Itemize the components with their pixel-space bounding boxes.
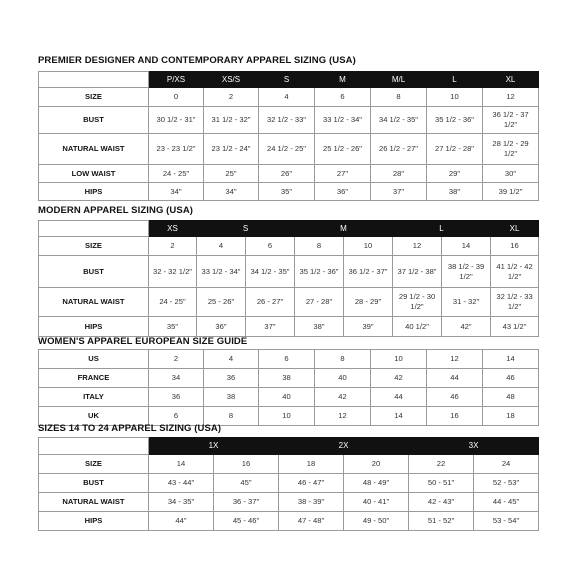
table-cell: 4 bbox=[197, 237, 246, 256]
header-cell: 1X bbox=[149, 438, 279, 455]
table-row bbox=[39, 107, 539, 134]
table-cell: 39 1/2" bbox=[483, 183, 539, 201]
header-cell: L bbox=[427, 72, 483, 88]
table-cell: 16 bbox=[491, 237, 539, 256]
row-label: BUST bbox=[39, 256, 149, 288]
table-cell: 40 bbox=[315, 369, 371, 388]
table-row bbox=[39, 165, 539, 183]
table-cell: 38" bbox=[427, 183, 483, 201]
table-cell: 47 - 48" bbox=[279, 512, 344, 531]
header-blank-cell bbox=[39, 221, 149, 237]
header-blank-cell bbox=[39, 72, 149, 88]
table-row bbox=[39, 237, 539, 256]
table-cell: 2 bbox=[149, 237, 197, 256]
table-cell: 14 bbox=[371, 407, 427, 426]
table-cell: 8 bbox=[371, 88, 427, 107]
row-label: FRANCE bbox=[39, 369, 149, 388]
table-cell: 30 1/2 - 31" bbox=[149, 107, 204, 134]
header-cell: 3X bbox=[409, 438, 539, 455]
header-cell: XS/S bbox=[204, 72, 259, 88]
table-cell bbox=[491, 256, 539, 288]
table-cell: 14 bbox=[442, 237, 491, 256]
table-cell: 36" bbox=[197, 317, 246, 337]
table-cell: 27" bbox=[315, 165, 371, 183]
table-cell: 36 1/2 - 37" bbox=[344, 256, 393, 288]
table-cell: 45 - 46" bbox=[214, 512, 279, 531]
table-cell: 34" bbox=[204, 183, 259, 201]
header-cell: XL bbox=[483, 72, 539, 88]
table-cell: 39" bbox=[344, 317, 393, 337]
table-cell: 25 - 26" bbox=[197, 288, 246, 317]
header-cell: XL bbox=[491, 221, 539, 237]
table-cell: 35" bbox=[149, 317, 197, 337]
table-cell: 44 bbox=[427, 369, 483, 388]
table-cell: 24 - 25" bbox=[149, 165, 204, 183]
table-cell: 34 - 35" bbox=[149, 493, 214, 512]
table-cell: 40 - 41" bbox=[344, 493, 409, 512]
table-cell: 25 1/2 - 26" bbox=[315, 134, 371, 165]
table-cell: 10 bbox=[427, 88, 483, 107]
table-cell: 12 bbox=[315, 407, 371, 426]
table-row bbox=[39, 134, 539, 165]
table-cell: 38" bbox=[295, 317, 344, 337]
table-row bbox=[39, 474, 539, 493]
table-cell: 42 bbox=[371, 369, 427, 388]
table-cell: 23 - 23 1/2" bbox=[149, 134, 204, 165]
table-cell bbox=[393, 288, 442, 317]
table-cell: 42 - 43" bbox=[409, 493, 474, 512]
table-cell: 40 bbox=[259, 388, 315, 407]
header-blank-cell bbox=[39, 438, 149, 455]
table-cell: 0 bbox=[149, 88, 204, 107]
table-cell: 29" bbox=[427, 165, 483, 183]
table-cell: 45" bbox=[214, 474, 279, 493]
table-cell: 16 bbox=[427, 407, 483, 426]
plus-sizing-table bbox=[38, 437, 539, 531]
table-cell: 16 bbox=[214, 455, 279, 474]
european-size-table bbox=[38, 349, 539, 426]
wrapped-value: 37 1/2 - 38" bbox=[397, 266, 437, 276]
table-cell: 20 bbox=[344, 455, 409, 474]
table-cell: 35 1/2 - 36" bbox=[427, 107, 483, 134]
row-label: HIPS bbox=[39, 512, 149, 531]
table-cell bbox=[149, 256, 197, 288]
table-cell: 52 - 53" bbox=[474, 474, 539, 493]
table-cell: 38 bbox=[204, 388, 259, 407]
header-cell: M bbox=[295, 221, 393, 237]
section-title-plus-sizes: SIZES 14 TO 24 APPAREL SIZING (USA) bbox=[38, 423, 222, 434]
table-cell: 24 bbox=[474, 455, 539, 474]
table-row bbox=[39, 183, 539, 201]
table-cell: 6 bbox=[259, 350, 315, 369]
table-cell: 28 - 29" bbox=[344, 288, 393, 317]
table-cell bbox=[442, 256, 491, 288]
wrapped-value: 28 1/2 - 29 1/2" bbox=[492, 139, 529, 158]
table-cell: 35 1/2 - 36" bbox=[295, 256, 344, 288]
row-label: HIPS bbox=[39, 317, 149, 337]
table-cell: 43 1/2" bbox=[491, 317, 539, 337]
row-label: SIZE bbox=[39, 455, 149, 474]
modern-sizing-table bbox=[38, 220, 539, 337]
table-cell: 46 bbox=[427, 388, 483, 407]
table-cell: 42" bbox=[442, 317, 491, 337]
header-cell: S bbox=[197, 221, 295, 237]
table-cell: 38 bbox=[259, 369, 315, 388]
table-cell: 2 bbox=[204, 88, 259, 107]
table-cell: 34 1/2 - 35" bbox=[371, 107, 427, 134]
table-cell: 26 1/2 - 27" bbox=[371, 134, 427, 165]
table-row bbox=[39, 288, 539, 317]
table-row bbox=[39, 350, 539, 369]
row-label: BUST bbox=[39, 474, 149, 493]
table-cell: 23 1/2 - 24" bbox=[204, 134, 259, 165]
table-cell: 53 - 54" bbox=[474, 512, 539, 531]
table-cell: 8 bbox=[204, 407, 259, 426]
section-title-modern: MODERN APPAREL SIZING (USA) bbox=[38, 205, 194, 216]
table-cell bbox=[483, 107, 539, 134]
table-cell: 24 - 25" bbox=[149, 288, 197, 317]
table-cell: 26 - 27" bbox=[246, 288, 295, 317]
row-label: HIPS bbox=[39, 183, 149, 201]
header-cell: M bbox=[315, 72, 371, 88]
table-cell: 2 bbox=[149, 350, 204, 369]
table-cell: 43 - 44" bbox=[149, 474, 214, 493]
wrapped-value: 29 1/2 - 30 1/2" bbox=[398, 292, 436, 311]
table-row bbox=[39, 512, 539, 531]
table-cell: 4 bbox=[259, 88, 315, 107]
row-label: NATURAL WAIST bbox=[39, 288, 149, 317]
table-cell: 10 bbox=[259, 407, 315, 426]
table-cell: 4 bbox=[204, 350, 259, 369]
row-label: LOW WAIST bbox=[39, 165, 149, 183]
table-cell: 37" bbox=[371, 183, 427, 201]
row-label: BUST bbox=[39, 107, 149, 134]
section-title-premier: PREMIER DESIGNER AND CONTEMPORARY APPAREL SIZING (USA) bbox=[38, 55, 356, 66]
table-cell: 8 bbox=[315, 350, 371, 369]
table-cell: 44 - 45" bbox=[474, 493, 539, 512]
table-cell: 10 bbox=[371, 350, 427, 369]
table-cell: 42 bbox=[315, 388, 371, 407]
table-cell: 34 1/2 - 35" bbox=[246, 256, 295, 288]
wrapped-value: 36 1/2 - 37 1/2" bbox=[492, 110, 529, 129]
wrapped-value: 41 1/2 - 42 1/2" bbox=[496, 261, 533, 281]
section-title-european: WOMEN'S APPAREL EUROPEAN SIZE GUIDE bbox=[38, 336, 248, 347]
table-cell: 34 bbox=[149, 369, 204, 388]
row-label: SIZE bbox=[39, 88, 149, 107]
row-label: NATURAL WAIST bbox=[39, 134, 149, 165]
table-header-row bbox=[39, 72, 539, 88]
table-cell: 30" bbox=[483, 165, 539, 183]
table-cell: 27 1/2 - 28" bbox=[427, 134, 483, 165]
header-cell: L bbox=[393, 221, 491, 237]
wrapped-value: 32 - 32 1/2" bbox=[152, 266, 192, 276]
table-cell: 10 bbox=[344, 237, 393, 256]
table-cell: 44" bbox=[149, 512, 214, 531]
table-cell: 31 - 32" bbox=[442, 288, 491, 317]
table-cell: 12 bbox=[427, 350, 483, 369]
table-cell: 36" bbox=[315, 183, 371, 201]
table-row bbox=[39, 88, 539, 107]
table-cell: 6 bbox=[315, 88, 371, 107]
table-cell: 8 bbox=[295, 237, 344, 256]
header-cell: S bbox=[259, 72, 315, 88]
table-row bbox=[39, 317, 539, 337]
table-cell bbox=[393, 256, 442, 288]
table-cell: 14 bbox=[483, 350, 539, 369]
table-cell: 50 - 51" bbox=[409, 474, 474, 493]
table-cell bbox=[483, 134, 539, 165]
table-cell: 34" bbox=[149, 183, 204, 201]
table-row bbox=[39, 455, 539, 474]
wrapped-value: 32 1/2 - 33 1/2" bbox=[496, 292, 533, 311]
header-cell: M/L bbox=[371, 72, 427, 88]
table-cell: 46 bbox=[483, 369, 539, 388]
header-cell: 2X bbox=[279, 438, 409, 455]
row-label: US bbox=[39, 350, 149, 369]
table-cell: 46 - 47" bbox=[279, 474, 344, 493]
table-cell: 37" bbox=[246, 317, 295, 337]
table-header-row bbox=[39, 438, 539, 455]
table-cell: 36 - 37" bbox=[214, 493, 279, 512]
header-cell: P/XS bbox=[149, 72, 204, 88]
table-cell: 35" bbox=[259, 183, 315, 201]
wrapped-value: 38 1/2 - 39 1/2" bbox=[447, 261, 485, 281]
table-cell: 33 1/2 - 34" bbox=[197, 256, 246, 288]
table-cell: 49 - 50" bbox=[344, 512, 409, 531]
table-cell: 28" bbox=[371, 165, 427, 183]
table-cell: 51 - 52" bbox=[409, 512, 474, 531]
header-cell: XS bbox=[149, 221, 197, 237]
table-cell: 14 bbox=[149, 455, 214, 474]
table-cell: 24 1/2 - 25" bbox=[259, 134, 315, 165]
table-cell: 31 1/2 - 32" bbox=[204, 107, 259, 134]
premier-sizing-table bbox=[38, 71, 539, 201]
table-cell: 18 bbox=[279, 455, 344, 474]
table-cell: 27 - 28" bbox=[295, 288, 344, 317]
row-label: SIZE bbox=[39, 237, 149, 256]
table-row bbox=[39, 369, 539, 388]
table-cell: 22 bbox=[409, 455, 474, 474]
table-cell: 6 bbox=[246, 237, 295, 256]
table-cell: 12 bbox=[483, 88, 539, 107]
table-row bbox=[39, 256, 539, 288]
table-cell: 38 - 39" bbox=[279, 493, 344, 512]
table-cell: 6 bbox=[149, 407, 204, 426]
table-cell: 32 1/2 - 33" bbox=[259, 107, 315, 134]
row-label: NATURAL WAIST bbox=[39, 493, 149, 512]
table-cell: 12 bbox=[393, 237, 442, 256]
row-label: UK bbox=[39, 407, 149, 426]
table-cell: 48 bbox=[483, 388, 539, 407]
table-cell: 36 bbox=[149, 388, 204, 407]
row-label: ITALY bbox=[39, 388, 149, 407]
table-cell bbox=[491, 288, 539, 317]
table-cell: 33 1/2 - 34" bbox=[315, 107, 371, 134]
table-header-row bbox=[39, 221, 539, 237]
table-cell: 44 bbox=[371, 388, 427, 407]
table-cell: 40 1/2" bbox=[393, 317, 442, 337]
table-cell: 26" bbox=[259, 165, 315, 183]
table-cell: 18 bbox=[483, 407, 539, 426]
table-row bbox=[39, 493, 539, 512]
table-cell: 36 bbox=[204, 369, 259, 388]
table-cell: 25" bbox=[204, 165, 259, 183]
table-row bbox=[39, 388, 539, 407]
table-cell: 48 - 49" bbox=[344, 474, 409, 493]
